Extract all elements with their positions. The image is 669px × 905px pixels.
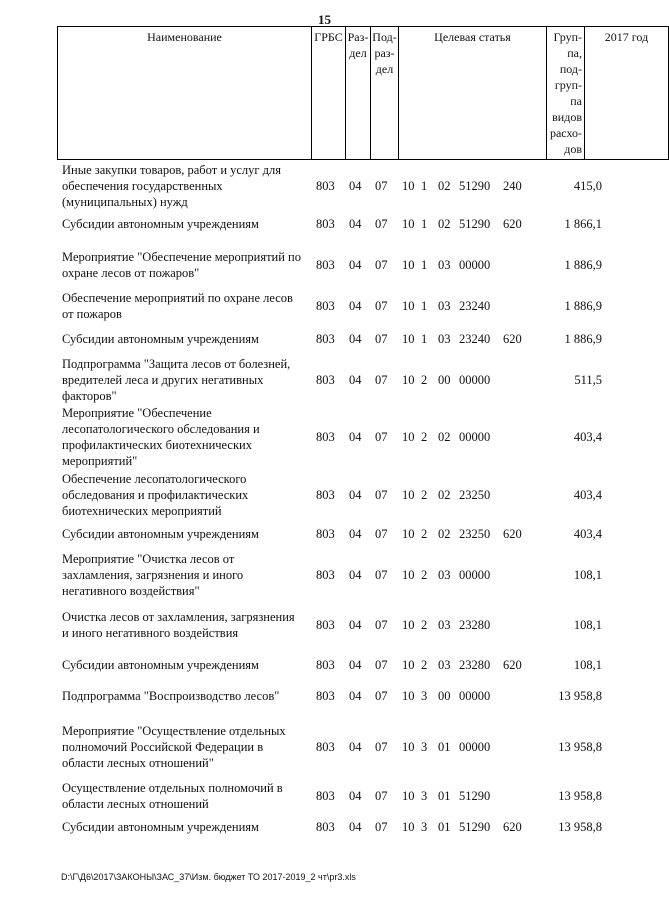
row-razdel: 04 (349, 258, 362, 272)
row-razdel: 04 (349, 618, 362, 632)
row-name: Очистка лесов от захламления, загрязнения и иного негативного воздействия (62, 610, 295, 640)
row-target-program: 10 (402, 740, 415, 754)
row-target-subprogram: 1 (421, 332, 428, 346)
row-razdel: 04 (349, 568, 362, 582)
header-name: Наименование (57, 26, 312, 160)
row-amount-2017: 1 886,9 (564, 332, 602, 346)
row-target-subprogram: 1 (421, 179, 428, 193)
row-target-direction: 00000 (459, 373, 491, 387)
row-podrazdel: 07 (375, 332, 388, 346)
row-target-event: 02 (438, 217, 451, 231)
row-target-program: 10 (402, 217, 415, 231)
row-grbs: 803 (316, 373, 335, 387)
row-target-program: 10 (402, 527, 415, 541)
row-target-direction: 51290 (459, 789, 491, 803)
page-number: 15 (318, 12, 331, 27)
row-amount-2017: 1 886,9 (564, 258, 602, 272)
row-grbs: 803 (316, 430, 335, 444)
row-amount-2017: 13 958,8 (558, 689, 602, 703)
row-grbs: 803 (316, 568, 335, 582)
row-name: Субсидии автономным учреждениям (62, 658, 259, 672)
row-grbs: 803 (316, 689, 335, 703)
row-target-program: 10 (402, 488, 415, 502)
row-amount-2017: 1 886,9 (564, 299, 602, 313)
row-target-event: 01 (438, 740, 451, 754)
row-target-subprogram: 2 (421, 488, 428, 502)
row-razdel: 04 (349, 658, 362, 672)
row-target-program: 10 (402, 789, 415, 803)
row-amount-2017: 403,4 (573, 488, 602, 502)
row-target-direction: 00000 (459, 689, 491, 703)
header-year: 2017 год (584, 26, 669, 160)
row-target-program: 10 (402, 820, 415, 834)
row-razdel: 04 (349, 689, 362, 703)
row-grbs: 803 (316, 618, 335, 632)
row-podrazdel: 07 (375, 488, 388, 502)
row-name: Подпрограмма "Воспроизводство лесов" (62, 689, 280, 703)
row-target-direction: 00000 (459, 740, 491, 754)
row-target-program: 10 (402, 568, 415, 582)
row-amount-2017: 108,1 (573, 568, 602, 582)
row-name: Обеспечение мероприятий по охране лесов от пожаров (62, 291, 293, 321)
header-target: Целевая статья (398, 26, 547, 160)
row-target-subprogram: 3 (421, 789, 428, 803)
row-razdel: 04 (349, 488, 362, 502)
row-grbs: 803 (316, 299, 335, 313)
row-expense-group: 620 (503, 820, 522, 834)
row-target-event: 01 (438, 820, 451, 834)
row-target-direction: 23240 (459, 332, 491, 346)
row-target-direction: 00000 (459, 568, 491, 582)
row-podrazdel: 07 (375, 658, 388, 672)
row-name: Субсидии автономным учреждениям (62, 332, 259, 346)
row-target-subprogram: 3 (421, 689, 428, 703)
row-name: Мероприятие "Обеспечение мероприятий по охране лесов от пожаров" (62, 250, 301, 280)
row-podrazdel: 07 (375, 527, 388, 541)
row-name: Субсидии автономным учреждениям (62, 820, 259, 834)
row-podrazdel: 07 (375, 740, 388, 754)
row-target-direction: 23280 (459, 618, 491, 632)
row-razdel: 04 (349, 217, 362, 231)
row-target-direction: 23250 (459, 488, 491, 502)
row-podrazdel: 07 (375, 299, 388, 313)
row-podrazdel: 07 (375, 820, 388, 834)
row-target-subprogram: 1 (421, 258, 428, 272)
row-target-direction: 23240 (459, 299, 491, 313)
row-podrazdel: 07 (375, 618, 388, 632)
row-target-event: 00 (438, 373, 451, 387)
row-razdel: 04 (349, 430, 362, 444)
row-razdel: 04 (349, 179, 362, 193)
row-expense-group: 620 (503, 332, 522, 346)
row-target-event: 02 (438, 430, 451, 444)
row-amount-2017: 13 958,8 (558, 789, 602, 803)
row-grbs: 803 (316, 658, 335, 672)
row-grbs: 803 (316, 258, 335, 272)
row-name: Подпрограмма "Защита лесов от болезней, вредителей леса и других негативных факторов" (62, 357, 291, 403)
row-name: Мероприятие "Обеспечение лесопатологического обследования и профилактических биотехнических мероприятий" (62, 406, 260, 468)
row-target-subprogram: 2 (421, 618, 428, 632)
row-grbs: 803 (316, 179, 335, 193)
row-amount-2017: 108,1 (573, 618, 602, 632)
row-target-subprogram: 2 (421, 373, 428, 387)
row-grbs: 803 (316, 527, 335, 541)
row-name: Субсидии автономным учреждениям (62, 527, 259, 541)
row-target-event: 02 (438, 527, 451, 541)
row-target-subprogram: 1 (421, 299, 428, 313)
row-podrazdel: 07 (375, 689, 388, 703)
row-amount-2017: 403,4 (573, 430, 602, 444)
row-grbs: 803 (316, 820, 335, 834)
row-target-event: 03 (438, 658, 451, 672)
row-expense-group: 620 (503, 658, 522, 672)
row-podrazdel: 07 (375, 568, 388, 582)
row-target-subprogram: 2 (421, 658, 428, 672)
row-grbs: 803 (316, 488, 335, 502)
row-razdel: 04 (349, 820, 362, 834)
row-target-subprogram: 3 (421, 820, 428, 834)
row-amount-2017: 108,1 (573, 658, 602, 672)
row-expense-group: 620 (503, 527, 522, 541)
row-podrazdel: 07 (375, 217, 388, 231)
row-grbs: 803 (316, 217, 335, 231)
row-name: Иные закупки товаров, работ и услуг для обеспечения государственных (муниципальных) нужд (62, 163, 282, 209)
row-razdel: 04 (349, 789, 362, 803)
table-header (57, 26, 649, 160)
row-target-event: 02 (438, 179, 451, 193)
row-name: Мероприятие "Очистка лесов от захламления, загрязнения и иного негативного воздействия" (62, 552, 244, 598)
row-razdel: 04 (349, 373, 362, 387)
row-expense-group: 620 (503, 217, 522, 231)
row-razdel: 04 (349, 740, 362, 754)
row-target-subprogram: 2 (421, 568, 428, 582)
row-target-program: 10 (402, 658, 415, 672)
row-target-event: 01 (438, 789, 451, 803)
row-razdel: 04 (349, 527, 362, 541)
row-target-direction: 23280 (459, 658, 491, 672)
row-target-event: 02 (438, 488, 451, 502)
row-target-program: 10 (402, 258, 415, 272)
row-target-subprogram: 2 (421, 430, 428, 444)
row-name: Мероприятие "Осуществление отдельных полномочий Российской Федерации в области лесных отношений" (62, 724, 286, 770)
row-grbs: 803 (316, 332, 335, 346)
row-target-program: 10 (402, 430, 415, 444)
row-razdel: 04 (349, 299, 362, 313)
row-podrazdel: 07 (375, 179, 388, 193)
row-target-program: 10 (402, 373, 415, 387)
row-target-program: 10 (402, 332, 415, 346)
row-target-program: 10 (402, 689, 415, 703)
row-amount-2017: 13 958,8 (558, 740, 602, 754)
row-amount-2017: 415,0 (573, 179, 602, 193)
row-podrazdel: 07 (375, 373, 388, 387)
row-target-event: 03 (438, 299, 451, 313)
row-podrazdel: 07 (375, 430, 388, 444)
row-target-program: 10 (402, 299, 415, 313)
row-target-direction: 51290 (459, 820, 491, 834)
row-target-event: 00 (438, 689, 451, 703)
row-target-direction: 51290 (459, 217, 491, 231)
row-target-event: 03 (438, 258, 451, 272)
row-amount-2017: 403,4 (573, 527, 602, 541)
file-path-footer: D:\Г\Д6\2017\ЗАКОНЫ\ЗАС_37\Изм. бюджет ТО 2017-2019_2 чт\pr3.xls (61, 872, 356, 882)
row-target-direction: 00000 (459, 258, 491, 272)
row-name: Обеспечение лесопатологического обследования и профилактических биотехнических мероприятий (62, 472, 249, 518)
row-amount-2017: 1 866,1 (564, 217, 602, 231)
header-grbs: ГРБС (311, 26, 346, 160)
row-expense-group: 240 (503, 179, 522, 193)
row-target-direction: 23250 (459, 527, 491, 541)
row-grbs: 803 (316, 740, 335, 754)
row-name: Субсидии автономным учреждениям (62, 217, 259, 231)
row-target-subprogram: 3 (421, 740, 428, 754)
row-amount-2017: 511,5 (574, 373, 602, 387)
row-podrazdel: 07 (375, 258, 388, 272)
row-razdel: 04 (349, 332, 362, 346)
row-grbs: 803 (316, 789, 335, 803)
row-amount-2017: 13 958,8 (558, 820, 602, 834)
header-group: Груп- па, под- груп- па видов расхо- дов (546, 26, 585, 160)
row-podrazdel: 07 (375, 789, 388, 803)
header-podrazdel: Под- раз- дел (370, 26, 399, 160)
row-target-event: 03 (438, 332, 451, 346)
row-target-event: 03 (438, 568, 451, 582)
row-target-direction: 00000 (459, 430, 491, 444)
row-target-subprogram: 1 (421, 217, 428, 231)
row-target-event: 03 (438, 618, 451, 632)
header-razdel: Раз- дел (345, 26, 371, 160)
row-target-program: 10 (402, 179, 415, 193)
row-target-direction: 51290 (459, 179, 491, 193)
row-target-program: 10 (402, 618, 415, 632)
row-name: Осуществление отдельных полномочий в области лесных отношений (62, 781, 283, 811)
row-target-subprogram: 2 (421, 527, 428, 541)
